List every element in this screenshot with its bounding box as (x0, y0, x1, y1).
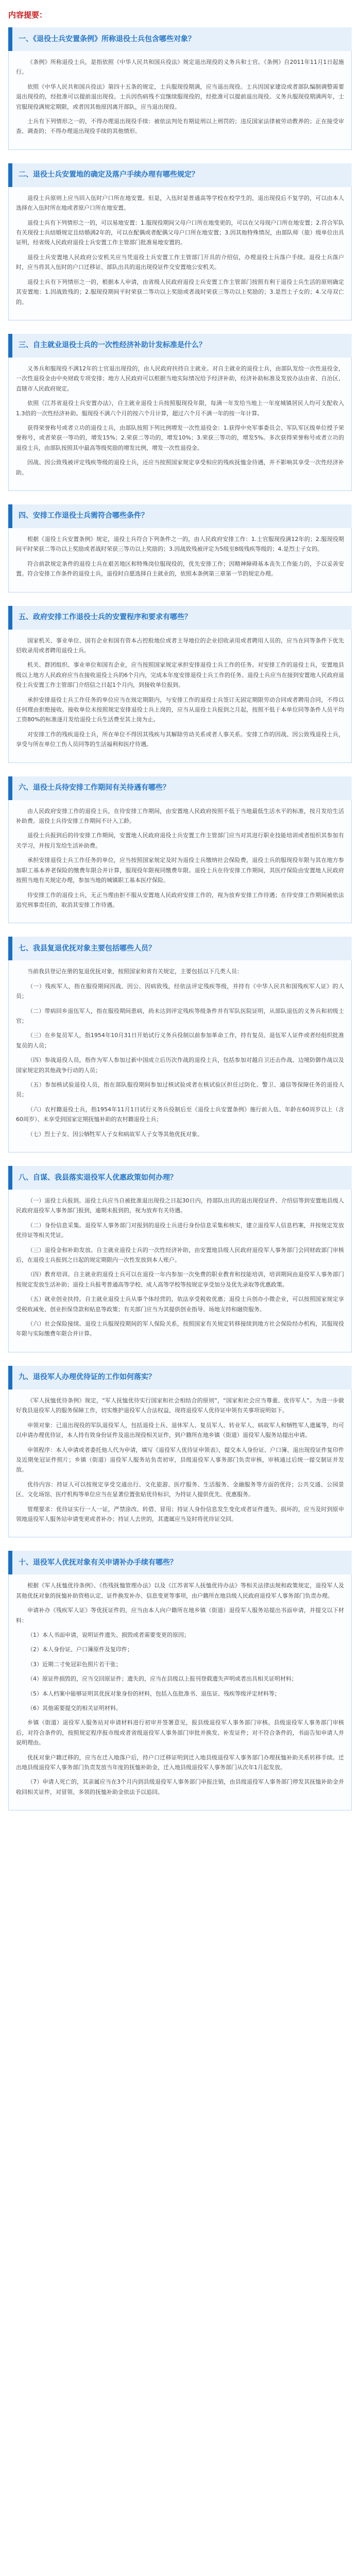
answer-paragraph: （2）本人身份证、户口簿原件及复印件； (27, 1646, 133, 1653)
answer-paragraph: 由人民政府安排工作的退役士兵，在待安排工作期间，由安置地人民政府按照不低于当地最低生活水平的标准，按月发给生活补助费。退役士兵待安排工作期间不计入工龄。 (16, 807, 344, 825)
question-accent-bar (8, 776, 12, 800)
question-title: 四、安排工作退役士兵需符合哪些条件？ (19, 512, 148, 520)
answer-paragraph: 承担安排退役士兵工作任务的单位应当在规定期限内，与安排工作的退役士兵签订无固定期限劳动合同或者聘用合同，不得以任何理由拒绝接收。接收单位未按照规定安排退役士兵上岗的，应当从退役士兵报到之月起，按照不低于本单位同等条件人员平均工资80%的标准逐月发给退役士兵生活费至其上岗为止。 (16, 696, 344, 723)
question-title-box (12, 1166, 352, 1190)
question-header (8, 504, 352, 528)
answer-paragraph: 退役士兵有下列情形之一的，可以易地安置：1.服现役期间父母户口所在地变更的，可以在父母现户口所在地安置；2.符合军队有关现役士兵结婚规定且结婚满2年的，可以在配偶或者配偶父母户口所在地安置；3.因其他特殊情况，由部队师（旅）级单位出具证明，经省级人民政府退役士兵安置工作主管部门批准易地安置的。 (16, 219, 344, 246)
answer-paragraph: 当前我县登记在册的复退优抚对象，按照国家和省有关规定，主要包括以下几类人员： (27, 968, 243, 975)
answer-box (8, 528, 352, 592)
intro-label: 内容提要： (8, 10, 47, 20)
answer-paragraph: 《军人抚恤优待条例》规定，“军人抚恤优待实行国家和社会相结合的原则”，“国家和社会应当尊重、优待军人”。为进一步做好我县退役军人的服务保障工作，切实维护退役军人合法权益，现将退役军人优待证申领有关事项说明如下。 (16, 1397, 344, 1414)
answer-paragraph: 退役士兵原则上应当回入伍时户口所在地安置。但是，入伍时是普通高等学校在校学生的，退出现役后不复学的，可以由本人选择在入伍时所在地或者原户口所在地安置。 (16, 194, 344, 212)
question-title-box (12, 1551, 352, 1574)
answer-paragraph: （7）申请人死亡的，其亲属应当在3个月内到县级退役军人事务部门申报注销，由县级退役军人事务部门停发其抚恤补助金并收回相关证件，对冒领、多领的抚恤补助金依法予以追回。 (16, 1778, 344, 1795)
question-accent-bar (8, 937, 12, 960)
question-accent-bar (8, 334, 12, 358)
answer-paragraph: 管理要求：优待证实行一人一证，严禁涂改、转借、冒用；持证人身份信息发生变化或者证件遗失、损坏的，应当及时到原申领地退役军人服务站申请变更或者补办；持证人去世的，其遗属应当及时将优待证交回。 (16, 1505, 344, 1522)
question-title: 八、自谋、我县落实退役军人优惠政策如何办理？ (19, 1173, 177, 1182)
answer-paragraph: 申请补办《残疾军人证》等优抚证件的，应当由本人向户籍所在地乡镇（街道）退役军人服务站提出书面申请，并提交以下材料： (16, 1607, 344, 1624)
question-title-box (12, 606, 352, 630)
question-accent-bar (8, 606, 12, 630)
answer-paragraph: 根据《退役士兵安置条例》规定，退役士兵符合下列条件之一的，由人民政府安排工作：1.士官服现役满12年的；2.服现役期间平时荣获二等功以上奖励或者战时荣获三等功以上奖励的；3.因战致残被评定为5级至8级残疾等级的；4.是烈士子女的。 (16, 535, 344, 553)
answer-paragraph: 优抚对象户籍迁移的，应当在迁入地落户后，持户口迁移证明到迁入地县级退役军人事务部门办理抚恤补助关系转移手续。迁出地县级退役军人事务部门负责发放当年度的抚恤补助金，迁入地县级退役军人事务部门从次年1月起发放。 (16, 1754, 344, 1771)
answer-box (8, 800, 352, 924)
answer-paragraph: （六）农村籍退役士兵，指1954年11月1日试行义务兵役制后至《退役士兵安置条例》施行前入伍、年龄在60周岁以上（含60周岁）、未享受到国家定期抚恤补助的农村籍退役士兵； (16, 1106, 344, 1123)
answer-paragraph: 获得荣誉称号或者立功的退役士兵，由部队按照下列比例增发一次性退役金：1.获得中央军事委员会、军队军区级单位授予荣誉称号，或者荣获一等功的，增发15%；2.荣获二等功的，增发10%；3.荣获三等功的，增发5%。多次获得荣誉称号或者立功的退役士兵，由部队按照其中最高等级奖励的增发比例，增发一次性退役金。 (16, 424, 344, 451)
answer-paragraph: （一）残疾军人，指在服役期间因战、因公、因病致残，经依法评定残疾等级，并持有《中华人民共和国残疾军人证》的人员； (16, 982, 344, 1000)
question-accent-bar (8, 1366, 12, 1389)
question-title: 二、退役士兵安置地的确定及落户手续办理有哪些规定？ (19, 171, 199, 179)
question-title-box (12, 1366, 352, 1389)
answer-paragraph: （四）参战退役人员，指作为军人参加过新中国成立后历次作战的退役士兵，包括参加对越自卫还击作战、边境防御作战以及国家规定的其他战争行动的人员； (16, 1057, 344, 1074)
question-title-box (12, 163, 352, 187)
question-header (8, 1366, 352, 1389)
qa-section (8, 334, 352, 491)
qa-section (8, 27, 352, 150)
question-title-box (12, 27, 352, 51)
answer-box (8, 358, 352, 491)
question-accent-bar (8, 163, 12, 187)
answer-box (8, 1190, 352, 1352)
question-title: 六、退役士兵待安排工作期间有关待遇有哪些？ (19, 784, 170, 792)
answer-paragraph: 申领对象：已退出现役的军队退役军人，包括退役士兵、退休军人、复员军人、转业军人、病故军人和牺牲军人遗属等，均可以申请办理优待证，本人持有效身份证件及退出现役相关证件，到户籍所在地乡镇（街道）退役军人服务站提出申请。 (16, 1421, 344, 1439)
question-title-box (12, 334, 352, 358)
answer-paragraph: 士兵有下列情形之一的，不得办理退出现役手续：被依法判处有期徒刑以上刑罚的；违反国家法律被劳动教养的；正在接受审查、调查的；不得办理退出现役手续的其他情形。 (16, 118, 344, 135)
answer-box (8, 51, 352, 150)
answer-paragraph: （3）近期二寸免冠彩色照片若干张； (27, 1660, 122, 1668)
answer-paragraph: 承担安排退役士兵工作任务的单位，应当按照国家规定及时为退役士兵缴纳社会保险费，退役士兵的服现役年限与其在地方参加职工基本养老保险的缴费年限合并计算，服现役年限视同缴费年限。退役士兵在待安排工作期间，其医疗保险由安置地人民政府按照当地有关规定办理，参加当地的城镇职工基本医疗保险。 (16, 857, 344, 884)
question-header (8, 1551, 352, 1574)
answer-box (8, 1389, 352, 1537)
answer-paragraph: （五）参加核试验退役人员，指在部队服役期间参加过核试验或者在核试验区担任过防化、警卫、通信等保障任务的退役人员； (16, 1081, 344, 1098)
question-title-box (12, 937, 352, 960)
footer-spacer (8, 1824, 352, 1839)
answer-box (8, 960, 352, 1153)
answer-paragraph: （三）在乡复员军人，指1954年10月31日开始试行义务兵役制以前参加革命工作，持有复员、退伍军人证件或者经组织批准复员的人员； (16, 1032, 344, 1049)
qa-section (8, 1366, 352, 1537)
answer-paragraph: （一）退役士兵报到。退役士兵应当自被批准退出现役之日起30日内，持部队出具的退出现役证件、介绍信等到安置地县级人民政府退役军人事务部门报到，逾期未报到的，视为放弃有关待遇。 (16, 1197, 344, 1214)
answer-paragraph: （三）退役金和补助发放。自主就业退役士兵的一次性经济补助，由安置地县级人民政府退役军人事务部门会同财政部门审核后，在退役士兵报到之日起的规定期限内一次性发放到本人账户。 (16, 1246, 344, 1264)
answer-paragraph: 对安排工作的残疾退役士兵，所在单位不得因其残疾与其解除劳动关系或者人事关系。安排工作的因战、因公致残退役士兵，享受与所在单位工伤人员同等的生活福利和医疗待遇。 (16, 731, 344, 748)
qa-section (8, 1166, 352, 1352)
answer-paragraph: （6）其他需要提交的相关证明材料。 (27, 1705, 122, 1711)
question-title: 一、《退役士兵安置条例》所称退役士兵包含哪些对象？ (19, 35, 195, 43)
answer-paragraph: 退役士兵报到后的待安排工作期间，安置地人民政府退役士兵安置工作主管部门应当对其进行职业技能培训或者组织其参加有关学习，并按月发给生活补助费。 (16, 832, 344, 849)
answer-paragraph: 退役士兵安置地人民政府公安机关应当凭退役士兵安置工作主管部门开具的介绍信，办理退役士兵落户手续。退役士兵落户时，应当将其入伍时的户口迁移证、部队出具的退出现役证件交安置地公安机关。 (16, 253, 344, 271)
question-header (8, 937, 352, 960)
answer-paragraph: （二）身份信息采集。退役军人事务部门对报到的退役士兵进行身份信息采集和核实，建立退役军人信息档案，并按规定发放优待证等相关凭证。 (16, 1222, 344, 1239)
question-title-box (12, 776, 352, 800)
answer-paragraph: （五）就业创业扶持。自主就业退役士兵从事个体经营的，依法享受税收优惠；退役士兵创办小微企业，可以按照国家规定享受税收减免、创业担保贷款和贴息等政策；有关部门应当为其提供创业指导、场地支持和融资服务。 (16, 1296, 344, 1313)
question-accent-bar (8, 504, 12, 528)
answer-box (8, 1574, 352, 1810)
answer-paragraph: （1）本人书面申请，说明证件遗失、损毁或者需要变更的原因； (27, 1631, 190, 1638)
qa-section (8, 776, 352, 924)
answer-paragraph: （二）带病回乡退伍军人，指在服役期间患病，尚未达到评定残疾等级条件并有军队医院证明，从部队退伍的义务兵和初级士官； (16, 1007, 344, 1024)
answer-paragraph: 待安排工作的退役士兵，无正当理由拒不服从安置地人民政府安排工作的，视为放弃安排工作待遇；在待安排工作期间被依法追究刑事责任的，取消其安排工作待遇。 (16, 891, 344, 908)
question-header (8, 163, 352, 187)
answer-paragraph: 国家机关、事业单位、国有企业和国有资本占控股地位或者主导地位的企业招收录用或者聘用人员的，应当在同等条件下优先招收录用或者聘用退役士兵。 (16, 637, 344, 654)
answer-paragraph: 《条例》所称退役士兵，是指依照《中华人民共和国兵役法》规定退出现役的义务兵和士官。《条例》自2011年11月1日起施行。 (16, 59, 344, 76)
question-accent-bar (8, 27, 12, 51)
answer-paragraph: 符合前款规定条件的退役士兵在艰苦地区和特殊岗位服现役的，优先安排工作；因精神障碍基本丧失工作能力的，予以妥善安置。符合安排工作条件的退役士兵，退役时自愿选择自主就业的，依照本条例第三章第一节的规定办理。 (16, 560, 344, 578)
answer-paragraph: （四）教育培训。自主就业的退役士兵可以在退役一年内参加一次免费的职业教育和技能培训，培训期间由退役军人事务部门按规定发放生活补助；退役士兵报考普通高等学校、成人高等学校等按规定享受加分及优先录取等优惠政策。 (16, 1271, 344, 1288)
question-title: 十、退役军人优抚对象有关申请补办手续有哪些？ (19, 1558, 177, 1567)
question-header (8, 27, 352, 51)
answer-paragraph: 优待内容：持证人可以按规定享受交通出行、文化旅游、医疗服务、生活服务、金融服务等方面的优待；公共交通、公园景区、文化场馆、医疗机构等单位应当在显著位置张贴优待标识，为持证人提供优先、优惠服务。 (16, 1481, 344, 1498)
qa-section (8, 1551, 352, 1810)
qa-section (8, 504, 352, 592)
sections-container (8, 27, 352, 1810)
question-header (8, 1166, 352, 1190)
answer-paragraph: （5）本人档案中能够证明其优抚对象身份的材料，包括入伍批准书、退伍证、残疾等级评定材料等； (27, 1690, 280, 1697)
answer-paragraph: （4）原证件损毁的，应当交回原证件；遗失的，应当在县级以上报刊登载遗失声明或者出具相关证明材料； (27, 1675, 297, 1683)
question-title-box (12, 504, 352, 528)
question-accent-bar (8, 1551, 12, 1574)
question-header (8, 776, 352, 800)
question-title: 九、退役军人办理优待证的工作如何落实？ (19, 1373, 156, 1382)
answer-paragraph: （七）烈士子女、因公牺牲军人子女和病故军人子女等其他优抚对象。 (27, 1130, 203, 1138)
answer-paragraph: 因战、因公致残被评定残疾等级的退役士兵，还应当按照国家规定享受相应的残疾抚恤金待遇，并不影响其享受一次性经济补助。 (16, 459, 344, 476)
question-accent-bar (8, 1166, 12, 1190)
answer-box (8, 630, 352, 763)
question-title: 七、我县复退优抚对象主要包括哪些人员？ (19, 944, 156, 953)
qa-section (8, 163, 352, 320)
answer-paragraph: 乡镇（街道）退役军人服务站对申请材料进行初审并签署意见，报县级退役军人事务部门审核。县级退役军人事务部门审核后，对符合条件的，按照规定程序报市级或者省级退役军人事务部门审批并换发、补发证件；对不符合条件的，书面告知申请人并说明理由。 (16, 1719, 344, 1747)
question-title: 五、政府安排工作退役士兵的安置程序和要求有哪些？ (19, 613, 192, 622)
answer-paragraph: 依照《中华人民共和国兵役法》第四十五条的规定，士兵服现役期满，应当退出现役。士兵因国家建设或者部队编制调整需要退出现役的，经批准可以提前退出现役。士兵因伤病残不宜继续服现役的，经批准可以提前退出现役。义务兵服现役期满两年，士官服现役满规定期限，或者因其他原因离开部队，应当退出现役。 (16, 83, 344, 110)
answer-paragraph: 根据《军人抚恤优待条例》、《伤残抚恤管理办法》以及《江苏省军人抚恤优待办法》等相关法律法规和政策规定，退役军人及其他优抚对象的抚恤补助资格认定、证件换发补办、信息变更等事项，由户籍所在地县级人民政府退役军人事务部门负责办理。 (16, 1582, 344, 1599)
answer-paragraph: （六）社会保险接续。退役士兵服现役期间的军人保险关系，按照国家有关规定转移接续到地方社会保险经办机构，其服现役年限与实际缴费年限合并计算。 (16, 1320, 344, 1337)
answer-paragraph: 申领程序：本人申请或者委托他人代为申请，填写《退役军人优待证申领表》，提交本人身份证、户口簿、退出现役证件复印件及近期免冠证件照片；乡镇（街道）退役军人服务站负责初审，县级退役军人事务部门负责审核，审核通过后统一提交制证并发放。 (16, 1446, 344, 1473)
question-header (8, 606, 352, 630)
question-title: 三、自主就业退役士兵的一次性经济补助计发标准是什么？ (19, 341, 206, 350)
answer-paragraph: 义务兵和服现役不满12年的士官退出现役的，由人民政府扶持自主就业。对自主就业的退役士兵，由部队发给一次性退役金，一次性退役金由中央财政专项安排；地方人民政府可以根据当地实际情况给予经济补助，经济补助标准及发放办法由省、自治区、直辖市人民政府规定。 (16, 365, 344, 392)
qa-section (8, 606, 352, 763)
answer-paragraph: 依照《江苏省退役士兵安置办法》，自主就业退役士兵按照服现役年限，每满一年发给当地上一年度城镇居民人均可支配收入1.3倍的一次性经济补助。服现役不满六个月的按六个月计算，超过六个月不满一年的按一年计算。 (16, 400, 344, 417)
qa-section (8, 937, 352, 1153)
page-content (8, 0, 352, 1860)
answer-paragraph: 机关、群团组织、事业单位和国有企业，应当按照国家规定承担安排退役士兵工作的任务。对安排工作的退役士兵，安置地县级以上地方人民政府应当在接收退役士兵的6个月内，完成本年度安排退役士兵工作的任务。退役士兵应当在接到安置地人民政府退役士兵安置工作主管部门介绍信之日起1个月内，到接收单位报到。 (16, 662, 344, 689)
answer-box (8, 187, 352, 320)
answer-paragraph: 退役士兵有下列情形之一的，根据本人申请，由省级人民政府退役士兵安置工作主管部门按照有利于退役士兵生活的原则确定其安置地：1.因战致残的；2.服现役期间平时荣获二等功以上奖励或者战时荣获三等功以上奖励的；3.是烈士子女的；4.父母双亡的。 (16, 278, 344, 306)
question-header (8, 334, 352, 358)
